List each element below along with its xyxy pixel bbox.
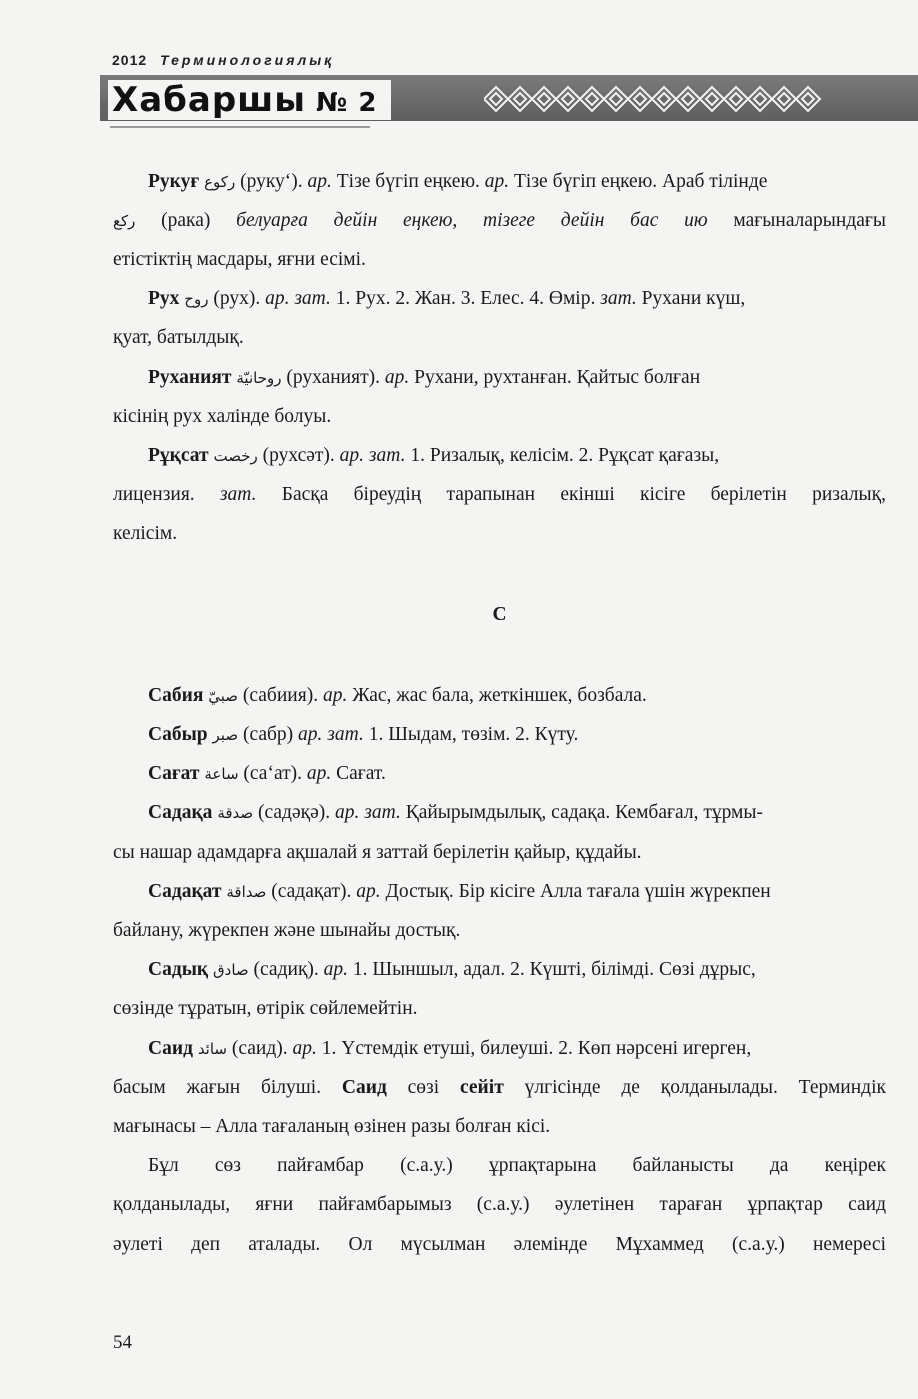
- arabic-term: صبر: [212, 726, 239, 744]
- text-line: байлану, жүрекпен және шынайы достық.: [113, 920, 461, 941]
- text-line: Рұқсат رخصت (рухсәт). ар. зат. 1. Ризалық, келісім. 2. Рұқсат қағазы,: [148, 445, 720, 466]
- arabic-term: روحانيّة: [236, 369, 282, 387]
- text-line: қуат, батылдық.: [113, 327, 244, 348]
- page-number: 54: [113, 1332, 132, 1353]
- text-line: басым жағын білуші. Саид сөзі сейіт үлгісінде де қолданылады. Терминдік: [113, 1077, 886, 1098]
- text-line: Рукуғ ركوع (руку‘). ар. Тізе бүгіп еңкею. ар. Тізе бүгіп еңкею. Араб тілінде: [148, 171, 768, 192]
- text-line: әулеті деп аталады. Ол мүсылман әлемінде Мұхаммед (с.а.у.) немересі: [113, 1234, 886, 1255]
- arabic-term: ركوع: [204, 173, 236, 191]
- text-line: Саид سائد (саид). ар. 1. Үстемдік етуші, билеуші. 2. Көп нәрсені игерген,: [148, 1038, 752, 1059]
- arabic-term: روح: [184, 290, 209, 308]
- running-header: [112, 52, 334, 68]
- issue-number: № 2: [316, 88, 378, 118]
- text-line: етістіктің масдары, яғни есімі.: [113, 249, 366, 270]
- text-line: кісінің рух халінде болуы.: [113, 406, 332, 427]
- text-line: Рух روح (рух). ар. зат. 1. Рух. 2. Жан. 3. Елес. 4. Өмір. зат. Рухани күш,: [148, 288, 746, 309]
- arabic-term: ساعة: [204, 765, 239, 783]
- text-line: лицензия. зат. Басқа біреудің тарапынан екінші кісіге берілетін ризалық,: [113, 484, 886, 505]
- arabic-term: صدقة: [217, 804, 254, 822]
- text-line: С: [492, 604, 507, 625]
- text-line: келісім.: [113, 523, 178, 544]
- text-line: Садық صادق (садиқ). ар. 1. Шыншыл, адал. 2. Күшті, білімді. Сөзі дұрыс,: [148, 959, 756, 980]
- text-line: Сабия صبيّ (сабиия). ар. Жас, жас бала, жеткіншек, бозбала.: [148, 685, 647, 706]
- arabic-term: صبيّ: [208, 687, 239, 705]
- header-rule: [110, 126, 370, 128]
- journal-title: [108, 80, 391, 120]
- text-line: сөзінде тұратын, өтірік сөйлемейтін.: [113, 998, 418, 1019]
- arabic-term: سائد: [197, 1040, 227, 1058]
- header-series: Терминологиялық: [160, 52, 335, 68]
- text-line: ركع (рака) белуарға дейін еңкею, тізеге дейін бас ию мағыналарындағы: [113, 210, 886, 231]
- text-line: Сағат ساعة (са‘ат). ар. Сағат.: [148, 763, 386, 784]
- arabic-term: صداقة: [226, 883, 267, 901]
- journal-name: Хабаршы: [112, 80, 307, 120]
- arabic-term: صادق: [213, 961, 249, 979]
- text-line: Садақат صداقة (садақат). ар. Достық. Бір кісіге Алла тағала үшін жүрекпен: [148, 881, 771, 902]
- header-year: 2012: [112, 52, 148, 68]
- text-line: сы нашар адамдарға ақшалай я заттай берілетін қайыр, құдайы.: [113, 842, 642, 863]
- text-line: мағынасы – Алла тағаланың өзінен разы болған кісі.: [113, 1116, 551, 1137]
- ornament-pattern: [484, 82, 834, 116]
- arabic-term: ركع: [113, 212, 136, 230]
- text-line: қолданылады, яғни пайғамбарымыз (с.а.у.) әулетінен тараған ұрпақтар саид: [113, 1194, 886, 1215]
- arabic-term: رخصت: [213, 447, 258, 465]
- text-line: Бұл сөз пайғамбар (с.а.у.) ұрпақтарына байланысты да кеңірек: [148, 1155, 886, 1176]
- text-line: Садақа صدقة (садәқә). ар. зат. Қайырымдылық, садақа. Кембағал, тұрмы-: [148, 802, 763, 823]
- text-line: Руханият روحانيّة (руханият). ар. Рухани, рухтанған. Қайтыс болған: [148, 367, 701, 388]
- text-line: Сабыр صبر (сабр) ар. зат. 1. Шыдам, төзім. 2. Күту.: [148, 724, 579, 745]
